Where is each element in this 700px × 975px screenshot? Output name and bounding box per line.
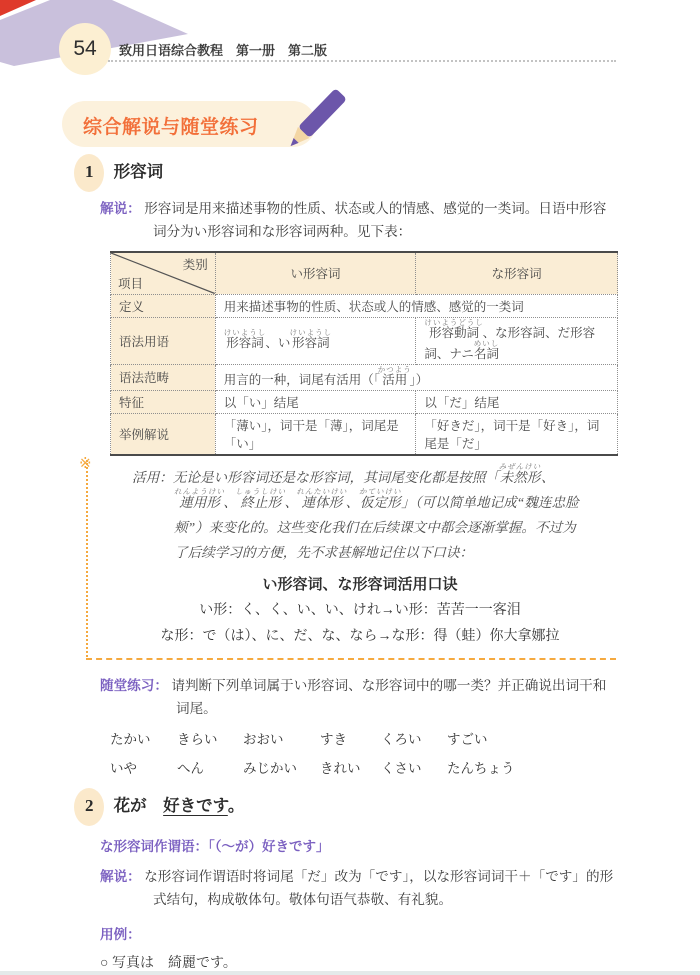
pencil-icon (230, 89, 390, 170)
row-label: 定义 (111, 294, 216, 317)
feature-i-cell: 以「い」结尾 (215, 390, 416, 413)
jieshuo-label: 解说： (100, 201, 141, 216)
mnemonic-line-na: な形：で（は）、に、だ、な、なら→な形：得（蛙）你大拿娜拉 (160, 628, 560, 644)
example-sentence: ○ 写真は 綺麗です。 (100, 955, 237, 971)
word-item: すき (320, 731, 347, 747)
header-dotted-rule (108, 60, 616, 62)
example-i-cell: 「薄い」，词干是「薄」，词尾是「い」 (215, 413, 416, 455)
note-body: 无论是い形容词还是な形容词，其词尾变化都是按照「未然形みぜんけい、連用形れんようけい、終止形しゅうしけい、連体形れんたいけい、仮定形かていけい」（可以简单地记成“魏连忠脸颊”）来变化的。这些变化我们在后续课文中都会逐渐掌握。不过为了后续学习的方便，先不求甚解地记住以下口诀： (172, 461, 579, 560)
grammar-pattern (100, 835, 700, 855)
conjugation-note-block (79, 455, 616, 660)
corner-label-item: 项目 (118, 276, 144, 291)
table-row (111, 390, 618, 413)
page-bottom-edge (0, 971, 700, 975)
page-number-badge (59, 23, 111, 75)
adjective-comparison-table (110, 251, 618, 456)
jieshuo-label: 解说： (100, 868, 141, 884)
section-banner (62, 101, 316, 147)
section1-title: 形容词 (113, 162, 164, 181)
word-item: すごい (447, 731, 488, 747)
definition-cell: 用来描述事物的性质、状态或人的情感、感觉的一类词 (215, 294, 617, 317)
book-title: 致用日语综合教程 第一册 第二版 (119, 43, 328, 58)
classroom-exercise (100, 674, 616, 720)
table-row (111, 364, 618, 390)
word-item: たんちょう (447, 760, 515, 776)
table-row (111, 294, 618, 317)
grammar-category-cell: 用言的一种，词尾有活用（「活用かつよう」） (215, 364, 617, 390)
row-label: 语法用语 (111, 317, 216, 364)
jieshuo-text: な形容词作谓语时将词尾「だ」改为「です」，以な形容词词干＋「です」的形式结句，构成敬体句。敬体句语气恭敬、有礼貌。 (144, 868, 614, 907)
example-na-cell: 「好きだ」，词干是「好き」，词尾是「だ」 (416, 413, 618, 455)
table-header-row (111, 252, 618, 294)
row-label: 特征 (111, 390, 216, 413)
section1-explanation (100, 197, 616, 243)
word-item: へん (177, 760, 204, 776)
yongli-label: 用例： (100, 926, 141, 942)
pattern-text: な形容词作谓语：「（～が）好きです」 (100, 838, 330, 854)
suitang-label: 随堂练习： (100, 677, 168, 693)
word-item: いや (110, 760, 137, 776)
section1-number: 1 (85, 162, 94, 181)
word-item: くさい (381, 760, 422, 776)
banner-title: 综合解说与随堂练习 (83, 117, 259, 138)
word-item: くろい (381, 731, 422, 747)
title-underlined-part: 好きです (163, 795, 228, 815)
exercise-word-list (110, 728, 700, 777)
jieshuo-text: 形容词是用来描述事物的性质、状态或人的情感、感觉的一类词。日语中形容词分为い形容词和な形容词两种。见下表： (144, 201, 607, 239)
terms-na-cell: 形容動詞けいようどうし、な形容詞、だ形容詞、ナニ名詞めいし (416, 317, 618, 364)
word-item: きれい (320, 760, 361, 776)
corner-label-category: 类别 (182, 258, 208, 272)
section2-title (114, 796, 245, 815)
asterisk-marker-icon: ※ (79, 455, 92, 472)
page-number: 54 (73, 37, 97, 60)
column-header-na-adjective: な形容词 (416, 252, 618, 294)
section2-explanation (100, 865, 616, 911)
page-header (0, 0, 700, 86)
mnemonic-title: い形容词、な形容词活用口诀 (262, 576, 458, 593)
row-label: 举例解说 (111, 413, 216, 455)
word-item: たかい (110, 731, 151, 747)
word-item: きらい (177, 731, 218, 747)
section2-number: 2 (85, 795, 94, 815)
word-item: みじかい (243, 760, 297, 776)
mnemonic-line-i: い形：く、く、い、い、けれ→い形：苦苦一一客泪 (199, 602, 521, 618)
section2-heading (85, 793, 700, 819)
mnemonic-block (132, 573, 588, 650)
word-item: おおい (243, 731, 284, 747)
conjugation-note (132, 462, 588, 565)
table-row (111, 317, 618, 364)
note-label: 活用： (132, 469, 173, 485)
table-row (111, 413, 618, 455)
title-suffix: 。 (227, 795, 245, 815)
usage-examples-heading (100, 923, 616, 946)
suitang-text: 请判断下列单词属于い形容词、な形容词中的哪一类？并正确说出词干和词尾。 (171, 677, 607, 716)
diagonal-corner-cell (111, 252, 216, 294)
row-label: 语法范畴 (111, 364, 216, 390)
title-prefix: 花が (113, 795, 164, 815)
terms-i-cell: 形容詞けいようし、い形容詞けいようし (215, 317, 416, 364)
column-header-i-adjective: い形容词 (215, 252, 416, 294)
section1-heading (85, 159, 700, 185)
feature-na-cell: 以「だ」结尾 (416, 390, 618, 413)
